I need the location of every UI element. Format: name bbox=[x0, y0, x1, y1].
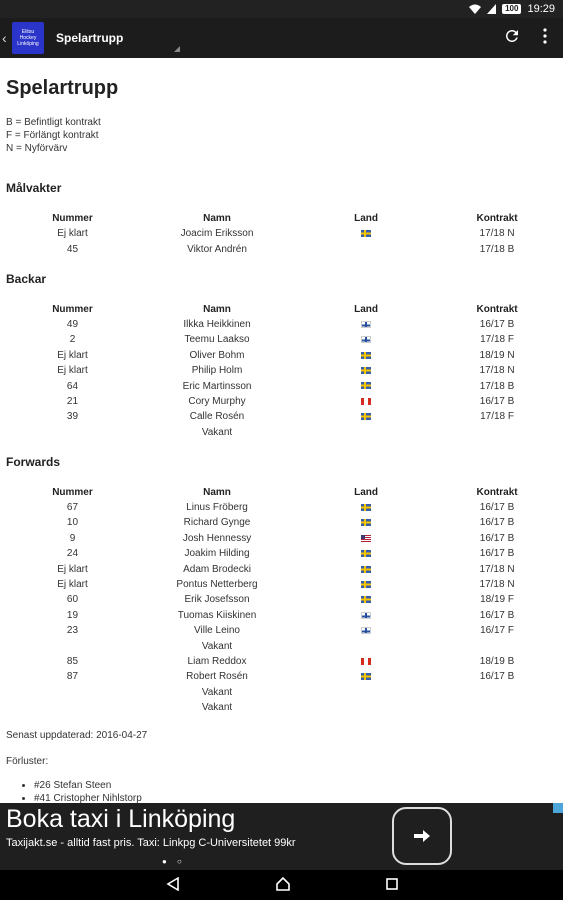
table-header-row bbox=[6, 211, 557, 226]
flag-fi-icon bbox=[361, 336, 371, 343]
player-contract bbox=[437, 425, 557, 440]
legend-item: B = Befintligt kontrakt bbox=[6, 117, 101, 128]
flag-se-icon bbox=[361, 519, 371, 526]
player-country bbox=[295, 317, 437, 332]
table-row bbox=[6, 425, 557, 440]
player-name: Linus Fröberg bbox=[186, 502, 248, 514]
player-number bbox=[6, 425, 139, 440]
table-row bbox=[6, 577, 557, 592]
player-number: 67 bbox=[66, 502, 79, 514]
flag-se-icon bbox=[361, 566, 371, 573]
action-bar bbox=[0, 18, 563, 58]
player-name: Robert Rosén bbox=[186, 671, 248, 683]
player-number bbox=[6, 638, 139, 653]
player-country bbox=[295, 669, 437, 684]
player-name: Joacim Eriksson bbox=[180, 228, 254, 240]
player-contract: 18/19 B bbox=[479, 656, 515, 667]
player-country bbox=[295, 394, 437, 409]
player-contract: 16/17 B bbox=[479, 532, 515, 544]
table-row bbox=[6, 531, 557, 546]
clock: 19:29 bbox=[527, 3, 555, 15]
table-row bbox=[6, 332, 557, 347]
player-country bbox=[295, 425, 437, 440]
player-country bbox=[295, 592, 437, 607]
column-header: Land bbox=[354, 213, 379, 224]
roster-table bbox=[6, 485, 557, 715]
ad-arrow-button[interactable] bbox=[392, 807, 452, 865]
player-contract: 16/17 B bbox=[479, 318, 515, 330]
player-number: Ej klart bbox=[57, 228, 88, 240]
status-bar bbox=[0, 0, 563, 18]
table-row bbox=[6, 226, 557, 241]
player-country bbox=[295, 332, 437, 347]
player-contract: 16/17 B bbox=[479, 517, 515, 529]
player-number: 21 bbox=[66, 395, 79, 407]
page-title: Spelartrupp bbox=[6, 77, 119, 99]
player-number: 19 bbox=[66, 609, 79, 621]
column-header: Nummer bbox=[52, 486, 93, 498]
losses-list bbox=[6, 779, 557, 803]
player-contract: 16/17 B bbox=[479, 548, 515, 560]
column-header: Namn bbox=[203, 213, 231, 224]
player-number: 85 bbox=[66, 656, 79, 667]
player-country bbox=[295, 608, 437, 623]
table-row bbox=[6, 348, 557, 363]
player-number: 87 bbox=[66, 671, 79, 683]
back-chevron-icon[interactable]: ‹ bbox=[2, 30, 7, 46]
player-country bbox=[295, 546, 437, 561]
flag-se-icon bbox=[361, 230, 371, 237]
player-contract: 16/17 B bbox=[479, 609, 515, 621]
player-number: 64 bbox=[66, 380, 79, 392]
flag-se-icon bbox=[361, 550, 371, 557]
player-contract: 18/19 N bbox=[479, 349, 515, 361]
player-name: Adam Brodecki bbox=[183, 563, 251, 575]
player-name: Viktor Andrén bbox=[187, 243, 247, 255]
table-row bbox=[6, 638, 557, 653]
player-contract: 18/19 F bbox=[480, 594, 514, 606]
player-name: Joakim Hilding bbox=[184, 548, 250, 560]
player-country bbox=[295, 241, 437, 256]
player-number: 39 bbox=[66, 411, 79, 423]
column-header: Namn bbox=[203, 486, 231, 498]
player-name: Pontus Netterberg bbox=[176, 579, 258, 591]
player-number: 49 bbox=[66, 318, 79, 330]
roster-table bbox=[6, 302, 557, 440]
table-row bbox=[6, 592, 557, 607]
table-row bbox=[6, 394, 557, 409]
player-name: Vakant bbox=[201, 426, 233, 438]
flag-ca-icon bbox=[361, 398, 371, 405]
player-country bbox=[295, 638, 437, 653]
player-number: Ej klart bbox=[57, 349, 88, 361]
overflow-menu-icon[interactable] bbox=[543, 28, 547, 48]
ad-title[interactable]: Boka taxi i Linköping bbox=[6, 805, 236, 833]
list-item: • #41 Cristopher Nihlstorp bbox=[34, 792, 557, 803]
column-header: Kontrakt bbox=[476, 303, 518, 315]
player-country bbox=[295, 700, 437, 715]
player-number: Ej klart bbox=[57, 365, 88, 377]
player-contract: 17/18 N bbox=[479, 365, 515, 377]
player-number: 2 bbox=[69, 334, 76, 346]
player-contract: 17/18 N bbox=[479, 579, 515, 591]
table-row bbox=[6, 363, 557, 378]
flag-se-icon bbox=[361, 596, 371, 603]
player-name: Ville Leino bbox=[194, 625, 240, 637]
player-name: Vakant bbox=[201, 640, 233, 652]
player-name: Vakant bbox=[201, 702, 233, 714]
ad-info-icon[interactable] bbox=[553, 803, 563, 813]
table-row bbox=[6, 500, 557, 515]
player-name: Philip Holm bbox=[191, 365, 243, 377]
player-contract: 17/18 F bbox=[480, 411, 514, 423]
player-number: 23 bbox=[66, 625, 79, 637]
column-header: Land bbox=[354, 486, 379, 498]
table-row bbox=[6, 409, 557, 424]
wifi-icon bbox=[469, 4, 481, 14]
player-contract: 17/18 B bbox=[479, 243, 515, 255]
table-row bbox=[6, 561, 557, 576]
player-contract: 17/18 N bbox=[479, 563, 515, 575]
flag-se-icon bbox=[361, 673, 371, 680]
player-contract bbox=[437, 700, 557, 715]
flag-fi-icon bbox=[361, 612, 371, 619]
player-country bbox=[295, 378, 437, 393]
flag-se-icon bbox=[361, 581, 371, 588]
flag-se-icon bbox=[361, 382, 371, 389]
ad-banner[interactable] bbox=[0, 803, 563, 870]
flag-fi-icon bbox=[361, 627, 371, 634]
ad-subtitle[interactable]: Taxijakt.se - alltid fast pris. Taxi: Linkpg C-Universitetet 99kr bbox=[6, 837, 296, 849]
player-name: Eric Martinsson bbox=[182, 380, 252, 392]
table-row bbox=[6, 378, 557, 393]
flag-se-icon bbox=[361, 413, 371, 420]
player-name: Josh Hennessy bbox=[182, 532, 252, 544]
player-country bbox=[295, 654, 437, 669]
column-header: Namn bbox=[203, 303, 231, 315]
player-country bbox=[295, 363, 437, 378]
player-contract: 16/17 B bbox=[479, 395, 515, 407]
player-contract: 17/18 N bbox=[479, 228, 515, 240]
player-country bbox=[295, 515, 437, 530]
player-name: Richard Gynge bbox=[183, 517, 251, 529]
player-number: 24 bbox=[66, 548, 79, 560]
player-number: 9 bbox=[69, 532, 76, 544]
player-number: Ej klart bbox=[57, 579, 88, 591]
player-name: Calle Rosén bbox=[189, 411, 245, 423]
nav-recents-icon[interactable] bbox=[386, 877, 398, 893]
losses-label: Förluster: bbox=[6, 756, 49, 768]
flag-se-icon bbox=[361, 504, 371, 511]
roster-table bbox=[6, 211, 557, 257]
table-row bbox=[6, 623, 557, 638]
table-row bbox=[6, 669, 557, 684]
legend-item: F = Förlängt kontrakt bbox=[6, 130, 99, 141]
section-title: Målvakter bbox=[6, 181, 62, 195]
battery-icon: 100 bbox=[502, 4, 521, 14]
contract-legend bbox=[6, 116, 557, 155]
nav-home-icon[interactable] bbox=[275, 876, 291, 895]
player-number: 45 bbox=[66, 243, 79, 255]
player-contract: 16/17 B bbox=[479, 671, 515, 683]
section-title: Forwards bbox=[6, 454, 61, 469]
nav-back-icon[interactable] bbox=[166, 877, 180, 894]
player-number: Ej klart bbox=[57, 563, 88, 575]
player-number: 10 bbox=[66, 517, 79, 529]
player-contract: 16/17 B bbox=[479, 502, 515, 514]
player-contract: 16/17 F bbox=[480, 625, 514, 637]
player-country bbox=[295, 685, 437, 700]
player-contract bbox=[437, 685, 557, 700]
dropdown-indicator-icon[interactable] bbox=[174, 46, 180, 52]
action-bar-title[interactable]: Spelartrupp bbox=[56, 31, 124, 45]
column-header: Nummer bbox=[52, 213, 93, 224]
flag-fi-icon bbox=[361, 321, 371, 328]
flag-ca-icon bbox=[361, 658, 371, 665]
system-nav-bar bbox=[0, 870, 563, 900]
table-row bbox=[6, 654, 557, 669]
column-header: Kontrakt bbox=[476, 213, 518, 224]
table-header-row bbox=[6, 485, 557, 500]
arrow-right-icon bbox=[414, 829, 430, 843]
section-title: Backar bbox=[6, 271, 47, 286]
refresh-icon[interactable] bbox=[503, 27, 521, 50]
player-name: Ilkka Heikkinen bbox=[183, 318, 251, 330]
player-name: Liam Reddox bbox=[187, 656, 247, 667]
column-header: Kontrakt bbox=[476, 486, 518, 498]
player-country bbox=[295, 561, 437, 576]
table-row bbox=[6, 317, 557, 332]
player-country bbox=[295, 531, 437, 546]
app-logo[interactable]: Elitsu Hockey Linköping bbox=[12, 22, 44, 54]
flag-se-icon bbox=[361, 352, 371, 359]
table-row bbox=[6, 685, 557, 700]
player-contract: 17/18 F bbox=[480, 334, 514, 346]
last-updated: Senast uppdaterad: 2016-04-27 bbox=[6, 730, 148, 742]
signal-icon bbox=[487, 4, 496, 14]
player-name: Oliver Bohm bbox=[189, 349, 245, 361]
player-number bbox=[6, 700, 139, 715]
column-header: Nummer bbox=[52, 303, 93, 315]
table-header-row bbox=[6, 302, 557, 317]
flag-se-icon bbox=[361, 367, 371, 374]
player-number bbox=[6, 685, 139, 700]
player-country bbox=[295, 577, 437, 592]
table-row bbox=[6, 700, 557, 715]
player-contract bbox=[437, 638, 557, 653]
player-country bbox=[295, 409, 437, 424]
player-contract: 17/18 B bbox=[479, 380, 515, 392]
player-name: Erik Josefsson bbox=[184, 594, 250, 606]
table-row bbox=[6, 515, 557, 530]
player-country bbox=[295, 226, 437, 241]
legend-item: N = Nyförvärv bbox=[6, 143, 68, 154]
player-number: 60 bbox=[66, 594, 79, 606]
roster-page[interactable] bbox=[0, 58, 563, 803]
player-name: Cory Murphy bbox=[188, 395, 246, 407]
player-country bbox=[295, 348, 437, 363]
player-country bbox=[295, 623, 437, 638]
flag-us-icon bbox=[361, 535, 371, 542]
table-row bbox=[6, 546, 557, 561]
table-row bbox=[6, 608, 557, 623]
player-country bbox=[295, 500, 437, 515]
table-row bbox=[6, 241, 557, 256]
player-name: Tuomas Kiiskinen bbox=[177, 609, 257, 621]
player-name: Teemu Laakso bbox=[184, 334, 250, 346]
player-name: Vakant bbox=[201, 686, 233, 698]
list-item: • #26 Stefan Steen bbox=[34, 779, 557, 792]
ad-page-dots: ● ○ bbox=[162, 857, 186, 866]
column-header: Land bbox=[354, 303, 379, 315]
